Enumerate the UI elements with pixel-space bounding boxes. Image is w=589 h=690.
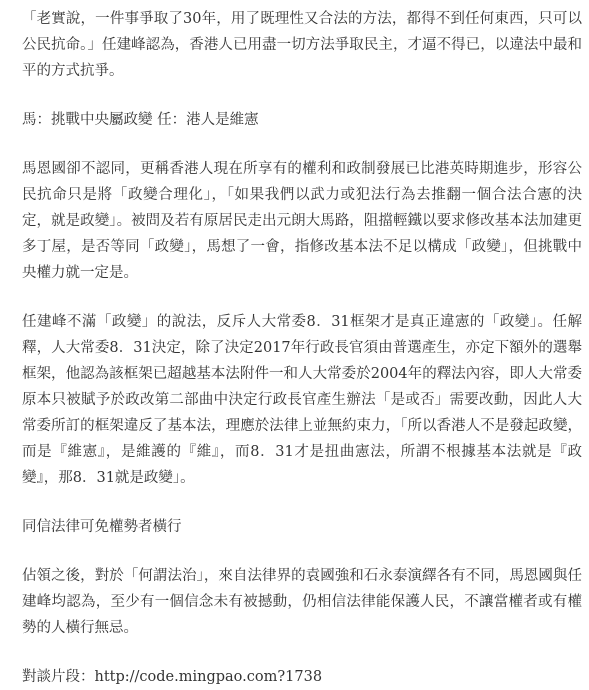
subheading-coup-vs-constitution: 馬：挑戰中央屬政變 任：港人是維憲 (22, 112, 259, 128)
article-body (22, 6, 582, 690)
paragraph-after-occupy: 佔領之後，對於「何謂法治」，來自法律界的袁國強和石永泰演繹各有不同，馬恩國與任建峰均認為，至少有一個信念未有被撼動，仍相信法律能保護人民，不讓當權者或有權勢的人橫行無忌。 (22, 568, 582, 636)
paragraph-yam-rebuttal: 任建峰不滿「政變」的說法，反斥人大常委8．31框架才是真正違憲的「政變」。任解釋，人大常委8．31決定，除了決定2017年行政長官須由普選產生，亦定下額外的選舉框架，他認為該框架已超越基本法附件一和人大常委於2004年的釋法內容，即人大常委原本只被賦予於政改第二部曲中決定行政長官產生辦法「是或否」需要改動，因此人大常委所訂的框架違反了基本法，理應於法律上並無約束力，「所以香港人不是發起政變，而是『維憲』，是維護的『維』，而8．31才是扭曲憲法，所謂不根據基本法就是『政變』，那8．31就是政變」。 (22, 314, 582, 486)
paragraph-quote-civil-disobedience: 「老實說，一件事爭取了30年，用了既理性又合法的方法，都得不到任何東西，只可以公民抗命。」任建峰認為，香港人已用盡一切方法爭取民主，才逼不得已，以違法中最和平的方式抗爭。 (22, 11, 582, 79)
video-link-line[interactable]: 對談片段：http://code.mingpao.com?1738 (22, 669, 323, 685)
subheading-rule-of-law: 同信法律可免權勢者橫行 (22, 519, 182, 535)
paragraph-ma-disagrees: 馬恩國卻不認同，更稱香港人現在所享有的權利和政制發展已比港英時期進步，形容公民抗命只是將「政變合理化」，「如果我們以武力或犯法行為去推翻一個合法合憲的決定，就是政變」。被問及若有原居民走出元朗大馬路，阻擋輕鐵以要求修改基本法加建更多丁屋，是否等同「政變」，馬想了一會，指修改基本法不足以構成「政變」，但挑戰中央權力就一定是。 (22, 161, 582, 281)
